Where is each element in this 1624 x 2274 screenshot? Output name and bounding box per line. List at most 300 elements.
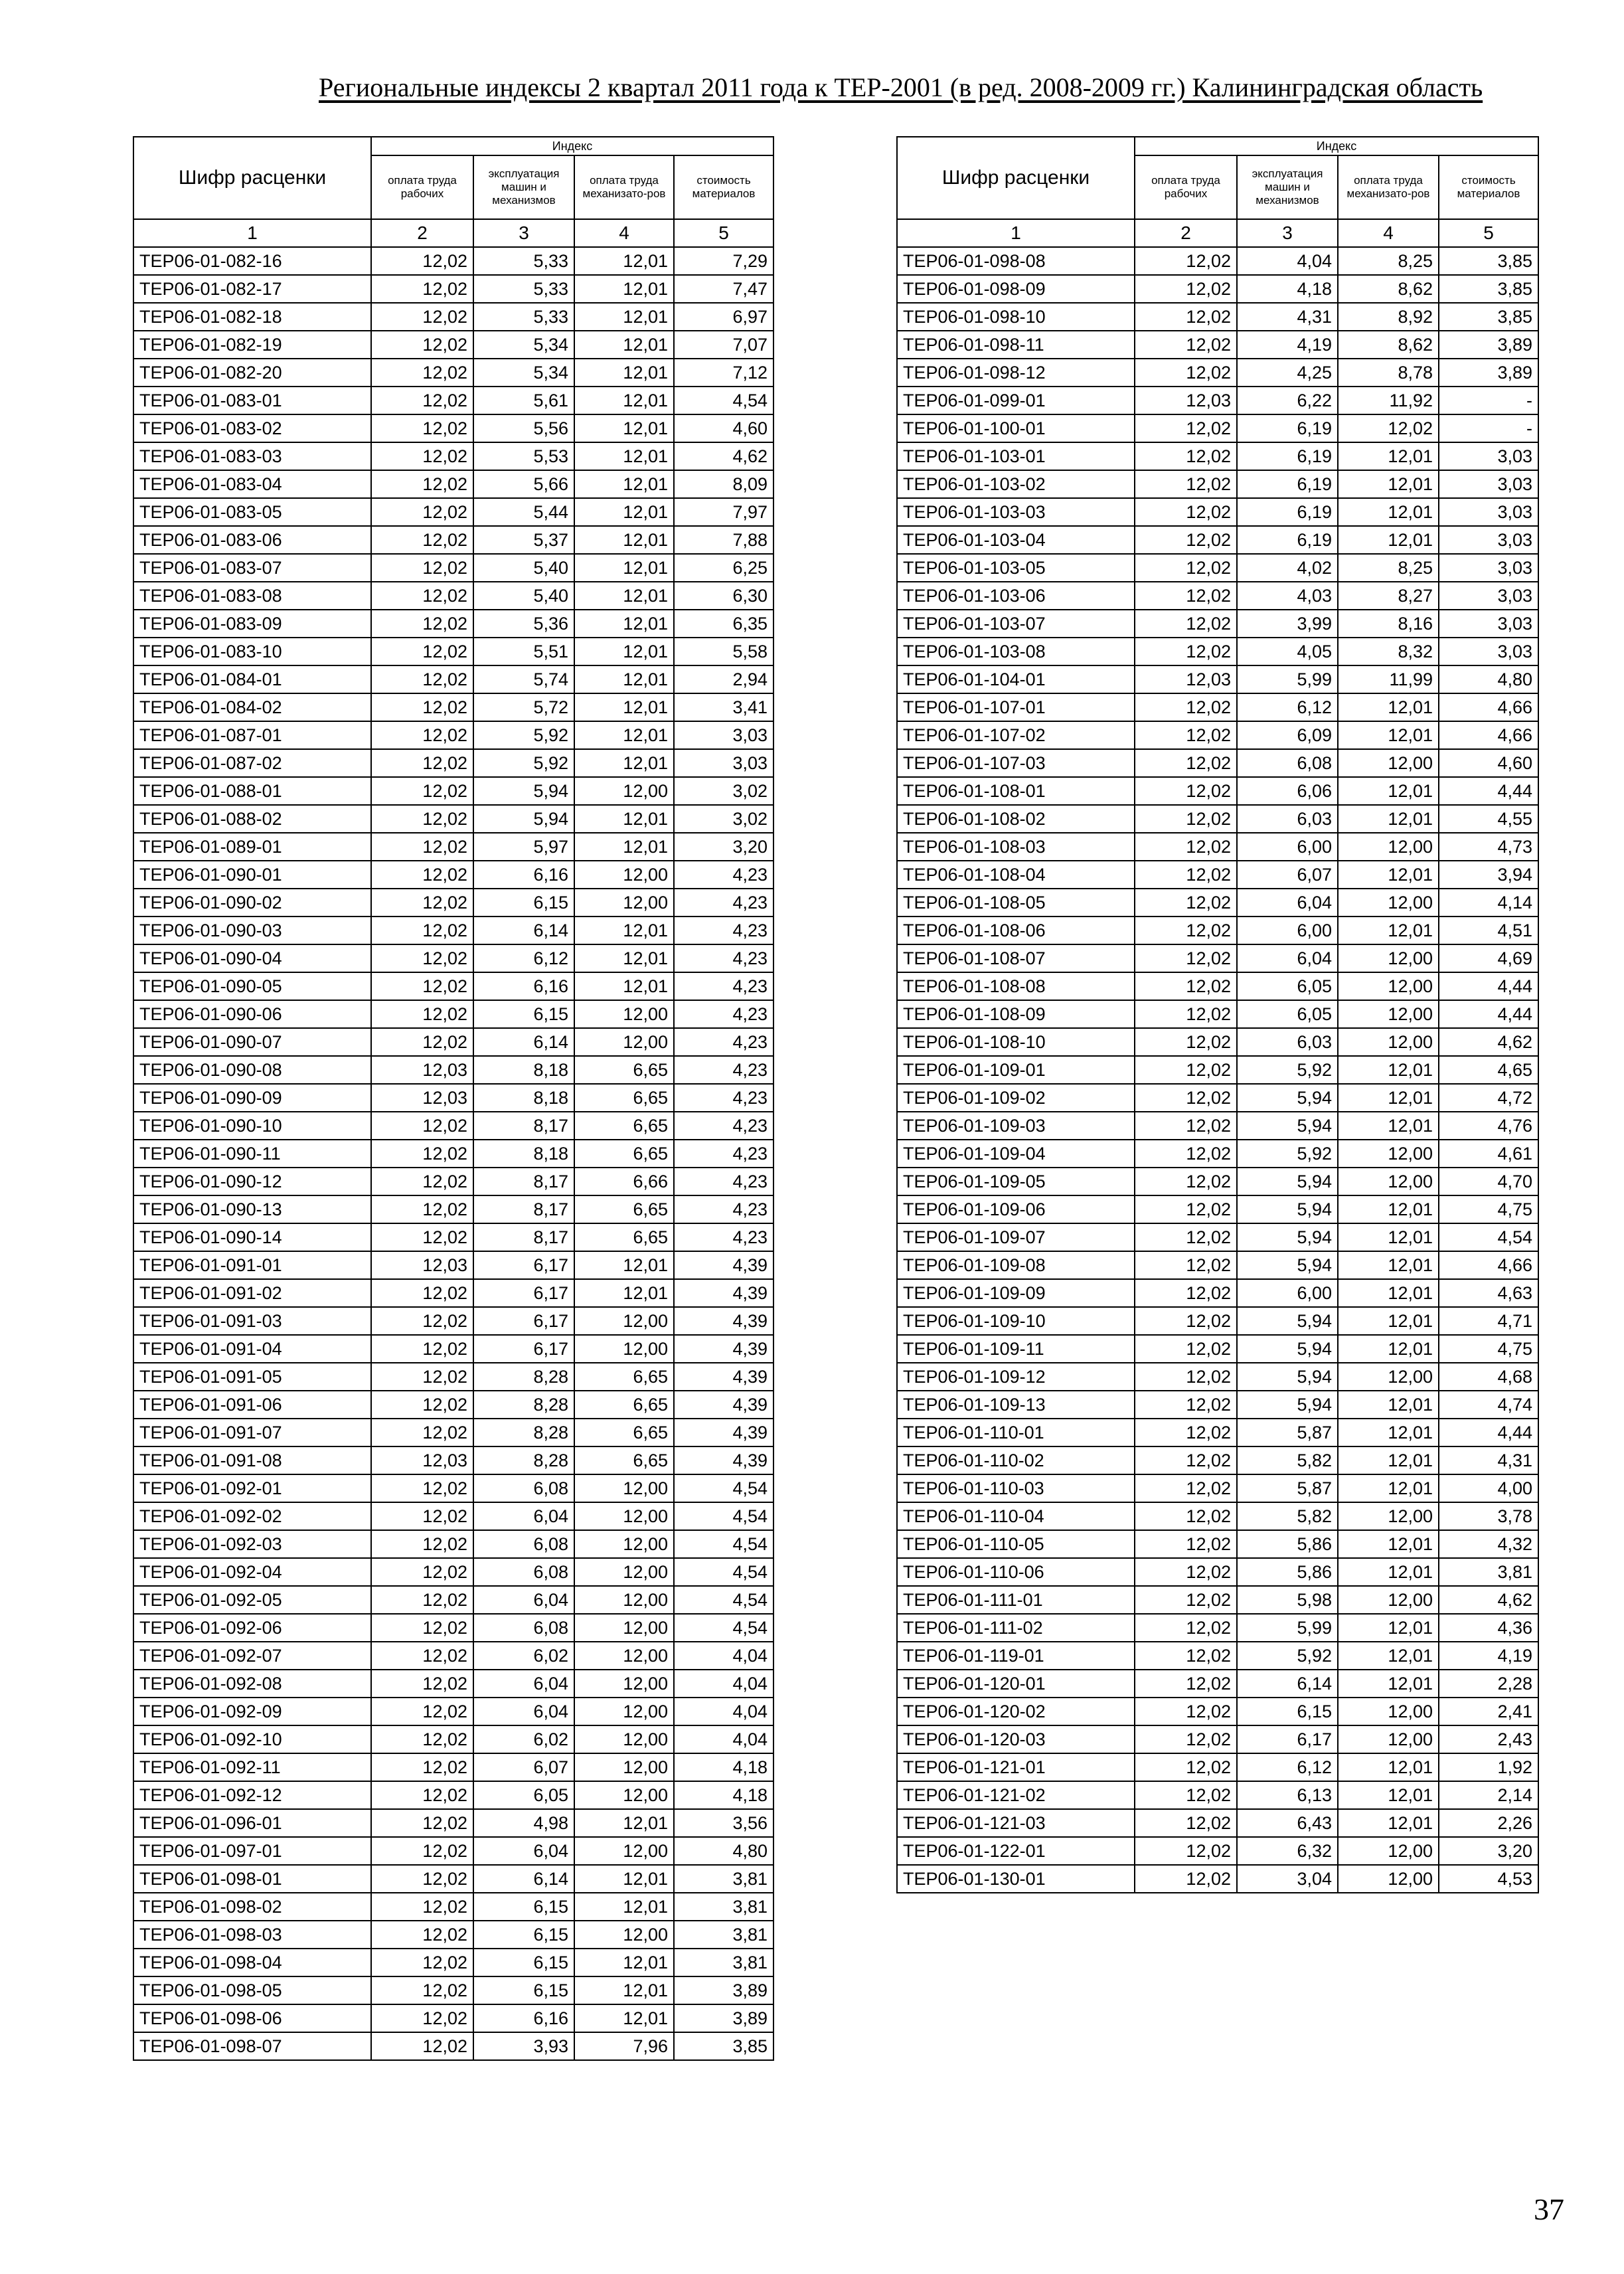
labor-index-cell: 12,02 — [371, 414, 473, 442]
labor-index-cell: 12,02 — [371, 554, 473, 582]
materials-index-cell: 4,23 — [674, 1168, 773, 1195]
table-row — [897, 917, 1538, 944]
labor-index-cell: 12,02 — [1135, 1586, 1237, 1614]
rate-code-cell: ТЕР06-01-083-04 — [133, 470, 371, 498]
labor-index-cell: 12,02 — [371, 777, 473, 805]
table-row — [133, 303, 773, 331]
rate-code-cell: ТЕР06-01-103-01 — [897, 442, 1135, 470]
labor-index-cell: 12,02 — [371, 331, 473, 359]
rate-code-cell: ТЕР06-01-092-12 — [133, 1781, 371, 1809]
labor-index-cell: 12,02 — [1135, 414, 1237, 442]
table-row — [897, 1586, 1538, 1614]
rate-code-cell: ТЕР06-01-108-02 — [897, 805, 1135, 833]
machines-index-cell: 8,28 — [473, 1446, 574, 1474]
labor-index-cell: 12,02 — [371, 889, 473, 917]
rate-code-cell: ТЕР06-01-083-05 — [133, 498, 371, 526]
rate-code-cell: ТЕР06-01-092-02 — [133, 1502, 371, 1530]
operators-index-cell: 12,01 — [1338, 1809, 1439, 1837]
rate-code-cell: ТЕР06-01-090-03 — [133, 917, 371, 944]
labor-index-cell: 12,02 — [1135, 1865, 1237, 1893]
rate-code-cell: ТЕР06-01-120-03 — [897, 1725, 1135, 1753]
rate-code-cell: ТЕР06-01-109-07 — [897, 1223, 1135, 1251]
labor-index-cell: 12,02 — [371, 1558, 473, 1586]
materials-index-cell: 4,39 — [674, 1335, 773, 1363]
operators-index-cell: 12,01 — [574, 1865, 674, 1893]
rate-code-cell: ТЕР06-01-090-09 — [133, 1084, 371, 1112]
rate-code-cell: ТЕР06-01-090-14 — [133, 1223, 371, 1251]
operators-index-cell: 12,00 — [574, 1335, 674, 1363]
materials-index-cell: 4,80 — [1439, 665, 1538, 693]
labor-index-cell: 12,02 — [371, 1168, 473, 1195]
machines-index-cell: 4,19 — [1237, 331, 1338, 359]
rate-code-cell: ТЕР06-01-108-06 — [897, 917, 1135, 944]
operators-index-cell: 12,01 — [1338, 1670, 1439, 1698]
operators-index-cell: 11,99 — [1338, 665, 1439, 693]
table-row — [133, 1363, 773, 1391]
machines-index-cell: 6,00 — [1237, 833, 1338, 861]
operators-index-cell: 12,00 — [1338, 1000, 1439, 1028]
table-row — [897, 1446, 1538, 1474]
labor-index-cell: 12,02 — [371, 1809, 473, 1837]
machines-index-cell: 5,61 — [473, 387, 574, 414]
materials-index-cell: 4,39 — [674, 1446, 773, 1474]
operators-index-cell: 12,00 — [574, 777, 674, 805]
rate-code-cell: ТЕР06-01-092-07 — [133, 1642, 371, 1670]
table-row — [897, 1642, 1538, 1670]
header-num: 2 — [1135, 219, 1237, 247]
labor-index-cell: 12,02 — [1135, 1279, 1237, 1307]
materials-index-cell: 4,39 — [674, 1307, 773, 1335]
materials-index-cell: 4,54 — [674, 1558, 773, 1586]
labor-index-cell: 12,02 — [371, 693, 473, 721]
table-row — [897, 1753, 1538, 1781]
operators-index-cell: 8,62 — [1338, 331, 1439, 359]
machines-index-cell: 6,05 — [1237, 972, 1338, 1000]
labor-index-cell: 12,02 — [371, 721, 473, 749]
operators-index-cell: 12,01 — [1338, 1642, 1439, 1670]
table-row — [133, 1419, 773, 1446]
header-num: 3 — [473, 219, 574, 247]
rate-code-cell: ТЕР06-01-088-02 — [133, 805, 371, 833]
operators-index-cell: 12,00 — [1338, 972, 1439, 1000]
rate-code-cell: ТЕР06-01-083-02 — [133, 414, 371, 442]
labor-index-cell: 12,02 — [371, 1670, 473, 1698]
machines-index-cell: 8,18 — [473, 1140, 574, 1168]
rate-code-cell: ТЕР06-01-104-01 — [897, 665, 1135, 693]
labor-index-cell: 12,02 — [1135, 331, 1237, 359]
materials-index-cell: 4,54 — [674, 1614, 773, 1642]
machines-index-cell: 6,07 — [1237, 861, 1338, 889]
table-row — [897, 498, 1538, 526]
operators-index-cell: 12,00 — [1338, 1168, 1439, 1195]
table-row — [897, 665, 1538, 693]
rate-code-cell: ТЕР06-01-092-10 — [133, 1725, 371, 1753]
header-num: 5 — [674, 219, 773, 247]
table-row — [897, 442, 1538, 470]
labor-index-cell: 12,02 — [371, 1725, 473, 1753]
table-row — [897, 833, 1538, 861]
rate-code-cell: ТЕР06-01-107-01 — [897, 693, 1135, 721]
table-row — [897, 805, 1538, 833]
table-row — [897, 1335, 1538, 1363]
operators-index-cell: 12,01 — [1338, 1614, 1439, 1642]
operators-index-cell: 12,01 — [574, 303, 674, 331]
operators-index-cell: 12,00 — [574, 1307, 674, 1335]
machines-index-cell: 5,99 — [1237, 1614, 1338, 1642]
labor-index-cell: 12,02 — [371, 2004, 473, 2032]
rate-code-cell: ТЕР06-01-109-02 — [897, 1084, 1135, 1112]
labor-index-cell: 12,02 — [1135, 889, 1237, 917]
operators-index-cell: 8,25 — [1338, 554, 1439, 582]
header-num: 4 — [1338, 219, 1439, 247]
labor-index-cell: 12,02 — [1135, 610, 1237, 638]
rate-code-cell: ТЕР06-01-098-12 — [897, 359, 1135, 387]
machines-index-cell: 5,94 — [1237, 1391, 1338, 1419]
table-row — [133, 1921, 773, 1949]
rate-code-cell: ТЕР06-01-109-13 — [897, 1391, 1135, 1419]
rate-code-cell: ТЕР06-01-089-01 — [133, 833, 371, 861]
table-row — [897, 1279, 1538, 1307]
rate-code-cell: ТЕР06-01-099-01 — [897, 387, 1135, 414]
operators-index-cell: 12,01 — [574, 247, 674, 275]
rate-code-cell: ТЕР06-01-108-07 — [897, 944, 1135, 972]
materials-index-cell: 3,89 — [1439, 331, 1538, 359]
materials-index-cell: 4,54 — [674, 1502, 773, 1530]
labor-index-cell: 12,02 — [1135, 693, 1237, 721]
operators-index-cell: 12,00 — [574, 1837, 674, 1865]
table-row — [133, 414, 773, 442]
operators-index-cell: 6,65 — [574, 1140, 674, 1168]
rate-code-cell: ТЕР06-01-083-06 — [133, 526, 371, 554]
labor-index-cell: 12,02 — [371, 2032, 473, 2060]
labor-index-cell: 12,02 — [371, 1530, 473, 1558]
operators-index-cell: 12,00 — [574, 1670, 674, 1698]
labor-index-cell: 12,03 — [371, 1446, 473, 1474]
materials-index-cell: 4,04 — [674, 1725, 773, 1753]
rate-code-cell: ТЕР06-01-092-11 — [133, 1753, 371, 1781]
table-row — [133, 331, 773, 359]
operators-index-cell: 12,01 — [574, 944, 674, 972]
rate-code-cell: ТЕР06-01-098-09 — [897, 275, 1135, 303]
operators-index-cell: 12,00 — [1338, 833, 1439, 861]
materials-index-cell: 6,35 — [674, 610, 773, 638]
table-row — [133, 470, 773, 498]
machines-index-cell: 6,02 — [473, 1725, 574, 1753]
operators-index-cell: 6,65 — [574, 1446, 674, 1474]
operators-index-cell: 12,01 — [1338, 1753, 1439, 1781]
materials-index-cell: 4,23 — [674, 944, 773, 972]
table-row — [897, 1698, 1538, 1725]
machines-index-cell: 5,37 — [473, 526, 574, 554]
materials-index-cell: 4,75 — [1439, 1195, 1538, 1223]
machines-index-cell: 5,36 — [473, 610, 574, 638]
operators-index-cell: 12,00 — [574, 1558, 674, 1586]
rate-code-cell: ТЕР06-01-100-01 — [897, 414, 1135, 442]
labor-index-cell: 12,02 — [1135, 1335, 1237, 1363]
materials-index-cell: 3,85 — [1439, 247, 1538, 275]
materials-index-cell: 4,18 — [674, 1753, 773, 1781]
table-row — [897, 749, 1538, 777]
materials-index-cell: 3,89 — [1439, 359, 1538, 387]
labor-index-cell: 12,02 — [371, 917, 473, 944]
rate-code-cell: ТЕР06-01-109-11 — [897, 1335, 1135, 1363]
rate-code-cell: ТЕР06-01-091-06 — [133, 1391, 371, 1419]
table-row — [133, 554, 773, 582]
table-row — [133, 1000, 773, 1028]
operators-index-cell: 12,01 — [1338, 777, 1439, 805]
operators-index-cell: 12,01 — [1338, 1112, 1439, 1140]
rate-code-cell: ТЕР06-01-103-02 — [897, 470, 1135, 498]
table-row — [897, 1251, 1538, 1279]
labor-index-cell: 12,02 — [371, 1893, 473, 1921]
operators-index-cell: 12,00 — [574, 861, 674, 889]
machines-index-cell: 5,33 — [473, 303, 574, 331]
rate-code-cell: ТЕР06-01-090-06 — [133, 1000, 371, 1028]
labor-index-cell: 12,03 — [1135, 665, 1237, 693]
labor-index-cell: 12,02 — [1135, 1140, 1237, 1168]
materials-index-cell: 4,60 — [1439, 749, 1538, 777]
machines-index-cell: 5,99 — [1237, 665, 1338, 693]
materials-index-cell: 4,44 — [1439, 1000, 1538, 1028]
table-row — [133, 972, 773, 1000]
machines-index-cell: 5,86 — [1237, 1558, 1338, 1586]
operators-index-cell: 12,00 — [574, 1614, 674, 1642]
operators-index-cell: 12,01 — [574, 1893, 674, 1921]
table-row — [133, 1502, 773, 1530]
operators-index-cell: 12,01 — [1338, 693, 1439, 721]
operators-index-cell: 8,32 — [1338, 638, 1439, 665]
rate-code-cell: ТЕР06-01-084-01 — [133, 665, 371, 693]
table-row — [133, 1976, 773, 2004]
machines-index-cell: 8,28 — [473, 1363, 574, 1391]
operators-index-cell: 6,65 — [574, 1084, 674, 1112]
operators-index-cell: 12,01 — [1338, 470, 1439, 498]
operators-index-cell: 12,00 — [574, 889, 674, 917]
rate-code-cell: ТЕР06-01-098-08 — [897, 247, 1135, 275]
labor-index-cell: 12,02 — [371, 805, 473, 833]
labor-index-cell: 12,02 — [1135, 247, 1237, 275]
rate-code-cell: ТЕР06-01-090-02 — [133, 889, 371, 917]
operators-index-cell: 12,02 — [1338, 414, 1439, 442]
table-row — [133, 359, 773, 387]
materials-index-cell: 6,97 — [674, 303, 773, 331]
labor-index-cell: 12,02 — [1135, 1084, 1237, 1112]
table-row — [897, 1391, 1538, 1419]
operators-index-cell: 12,01 — [574, 582, 674, 610]
operators-index-cell: 12,01 — [1338, 721, 1439, 749]
machines-index-cell: 6,17 — [473, 1307, 574, 1335]
machines-index-cell: 6,15 — [473, 1921, 574, 1949]
machines-index-cell: 6,16 — [473, 2004, 574, 2032]
labor-index-cell: 12,02 — [1135, 721, 1237, 749]
machines-index-cell: 6,15 — [473, 1000, 574, 1028]
machines-index-cell: 4,04 — [1237, 247, 1338, 275]
materials-index-cell: 4,23 — [674, 1195, 773, 1223]
table-row — [897, 359, 1538, 387]
table-row — [133, 1335, 773, 1363]
materials-index-cell: 4,44 — [1439, 777, 1538, 805]
operators-index-cell: 12,01 — [1338, 1558, 1439, 1586]
table-row — [897, 1809, 1538, 1837]
labor-index-cell: 12,02 — [1135, 1809, 1237, 1837]
machines-index-cell: 5,92 — [1237, 1056, 1338, 1084]
labor-index-cell: 12,02 — [371, 1781, 473, 1809]
table-row — [133, 442, 773, 470]
table-row — [897, 303, 1538, 331]
table-row — [133, 917, 773, 944]
machines-index-cell: 6,19 — [1237, 470, 1338, 498]
labor-index-cell: 12,02 — [1135, 303, 1237, 331]
machines-index-cell: 6,04 — [1237, 889, 1338, 917]
labor-index-cell: 12,02 — [371, 387, 473, 414]
table-row — [897, 1168, 1538, 1195]
operators-index-cell: 12,01 — [1338, 1056, 1439, 1084]
materials-index-cell: 4,23 — [674, 917, 773, 944]
table-row — [897, 1195, 1538, 1223]
materials-index-cell: 4,23 — [674, 1056, 773, 1084]
materials-index-cell: 4,62 — [1439, 1028, 1538, 1056]
rate-code-cell: ТЕР06-01-092-03 — [133, 1530, 371, 1558]
rate-code-cell: ТЕР06-01-120-01 — [897, 1670, 1135, 1698]
materials-index-cell: 4,62 — [674, 442, 773, 470]
rate-code-cell: ТЕР06-01-091-01 — [133, 1251, 371, 1279]
table-row — [133, 498, 773, 526]
table-row — [133, 247, 773, 275]
header-machines: эксплуатация машин и механизмов — [473, 155, 574, 219]
rate-code-cell: ТЕР06-01-090-07 — [133, 1028, 371, 1056]
materials-index-cell: 4,54 — [674, 1474, 773, 1502]
page-number: 37 — [1534, 2192, 1564, 2226]
labor-index-cell: 12,02 — [371, 303, 473, 331]
rate-code-cell: ТЕР06-01-108-03 — [897, 833, 1135, 861]
operators-index-cell: 12,01 — [574, 2004, 674, 2032]
labor-index-cell: 12,02 — [371, 1921, 473, 1949]
labor-index-cell: 12,02 — [1135, 1028, 1237, 1056]
header-materials: стоимость материалов — [674, 155, 773, 219]
table-row — [133, 665, 773, 693]
rate-code-cell: ТЕР06-01-109-12 — [897, 1363, 1135, 1391]
rate-code-cell: ТЕР06-01-083-07 — [133, 554, 371, 582]
header-code: Шифр расценки — [133, 137, 371, 219]
rate-code-cell: ТЕР06-01-109-09 — [897, 1279, 1135, 1307]
operators-index-cell: 12,01 — [1338, 917, 1439, 944]
machines-index-cell: 5,34 — [473, 331, 574, 359]
table-row — [133, 275, 773, 303]
machines-index-cell: 5,66 — [473, 470, 574, 498]
rate-code-cell: ТЕР06-01-092-08 — [133, 1670, 371, 1698]
operators-index-cell: 12,01 — [1338, 1446, 1439, 1474]
machines-index-cell: 6,12 — [473, 944, 574, 972]
machines-index-cell: 5,97 — [473, 833, 574, 861]
materials-index-cell: 4,66 — [1439, 721, 1538, 749]
rate-code-cell: ТЕР06-01-083-01 — [133, 387, 371, 414]
table-row — [133, 1028, 773, 1056]
rate-code-cell: ТЕР06-01-098-03 — [133, 1921, 371, 1949]
operators-index-cell: 12,00 — [574, 1725, 674, 1753]
operators-index-cell: 12,01 — [1338, 805, 1439, 833]
table-row — [133, 1223, 773, 1251]
header-materials: стоимость материалов — [1439, 155, 1538, 219]
rate-code-cell: ТЕР06-01-091-05 — [133, 1363, 371, 1391]
table-row — [897, 861, 1538, 889]
labor-index-cell: 12,02 — [1135, 582, 1237, 610]
machines-index-cell: 8,28 — [473, 1391, 574, 1419]
materials-index-cell: 7,29 — [674, 247, 773, 275]
machines-index-cell: 6,08 — [1237, 749, 1338, 777]
machines-index-cell: 5,40 — [473, 582, 574, 610]
machines-index-cell: 5,98 — [1237, 1586, 1338, 1614]
labor-index-cell: 12,02 — [1135, 1223, 1237, 1251]
machines-index-cell: 6,08 — [473, 1614, 574, 1642]
machines-index-cell: 6,43 — [1237, 1809, 1338, 1837]
materials-index-cell: 4,39 — [674, 1363, 773, 1391]
labor-index-cell: 12,02 — [371, 1614, 473, 1642]
materials-index-cell: 4,36 — [1439, 1614, 1538, 1642]
table-row — [133, 1809, 773, 1837]
machines-index-cell: 6,15 — [473, 1949, 574, 1976]
materials-index-cell: 3,56 — [674, 1809, 773, 1837]
labor-index-cell: 12,02 — [1135, 833, 1237, 861]
table-row — [133, 1893, 773, 1921]
machines-index-cell: 5,33 — [473, 247, 574, 275]
machines-index-cell: 8,17 — [473, 1195, 574, 1223]
operators-index-cell: 12,01 — [574, 665, 674, 693]
operators-index-cell: 12,00 — [1338, 1363, 1439, 1391]
labor-index-cell: 12,02 — [371, 665, 473, 693]
rate-code-cell: ТЕР06-01-109-01 — [897, 1056, 1135, 1084]
rate-code-cell: ТЕР06-01-108-10 — [897, 1028, 1135, 1056]
operators-index-cell: 12,00 — [1338, 1586, 1439, 1614]
rate-code-cell: ТЕР06-01-109-10 — [897, 1307, 1135, 1335]
machines-index-cell: 5,87 — [1237, 1419, 1338, 1446]
labor-index-cell: 12,02 — [1135, 554, 1237, 582]
rate-code-cell: ТЕР06-01-110-02 — [897, 1446, 1135, 1474]
operators-index-cell: 12,01 — [574, 442, 674, 470]
machines-index-cell: 4,18 — [1237, 275, 1338, 303]
machines-index-cell: 6,02 — [473, 1642, 574, 1670]
machines-index-cell: 6,19 — [1237, 442, 1338, 470]
table-row — [897, 1474, 1538, 1502]
rate-code-cell: ТЕР06-01-082-20 — [133, 359, 371, 387]
materials-index-cell: 4,76 — [1439, 1112, 1538, 1140]
machines-index-cell: 6,14 — [1237, 1670, 1338, 1698]
labor-index-cell: 12,02 — [371, 247, 473, 275]
materials-index-cell: 4,23 — [674, 889, 773, 917]
materials-index-cell: 4,39 — [674, 1251, 773, 1279]
labor-index-cell: 12,02 — [371, 944, 473, 972]
machines-index-cell: 5,92 — [1237, 1140, 1338, 1168]
materials-index-cell: 3,03 — [1439, 526, 1538, 554]
rate-code-cell: ТЕР06-01-121-01 — [897, 1753, 1135, 1781]
materials-index-cell: 4,68 — [1439, 1363, 1538, 1391]
materials-index-cell: 4,04 — [674, 1642, 773, 1670]
operators-index-cell: 12,01 — [574, 1949, 674, 1976]
table-row — [133, 1251, 773, 1279]
materials-index-cell: 4,39 — [674, 1419, 773, 1446]
rate-code-cell: ТЕР06-01-090-12 — [133, 1168, 371, 1195]
labor-index-cell: 12,02 — [1135, 1753, 1237, 1781]
rate-code-cell: ТЕР06-01-098-07 — [133, 2032, 371, 2060]
table-row — [133, 944, 773, 972]
labor-index-cell: 12,02 — [1135, 1530, 1237, 1558]
header-machines: эксплуатация машин и механизмов — [1237, 155, 1338, 219]
rate-code-cell: ТЕР06-01-090-10 — [133, 1112, 371, 1140]
materials-index-cell: 4,32 — [1439, 1530, 1538, 1558]
machines-index-cell: 5,53 — [473, 442, 574, 470]
operators-index-cell: 6,66 — [574, 1168, 674, 1195]
labor-index-cell: 12,02 — [1135, 1642, 1237, 1670]
table-row — [897, 331, 1538, 359]
